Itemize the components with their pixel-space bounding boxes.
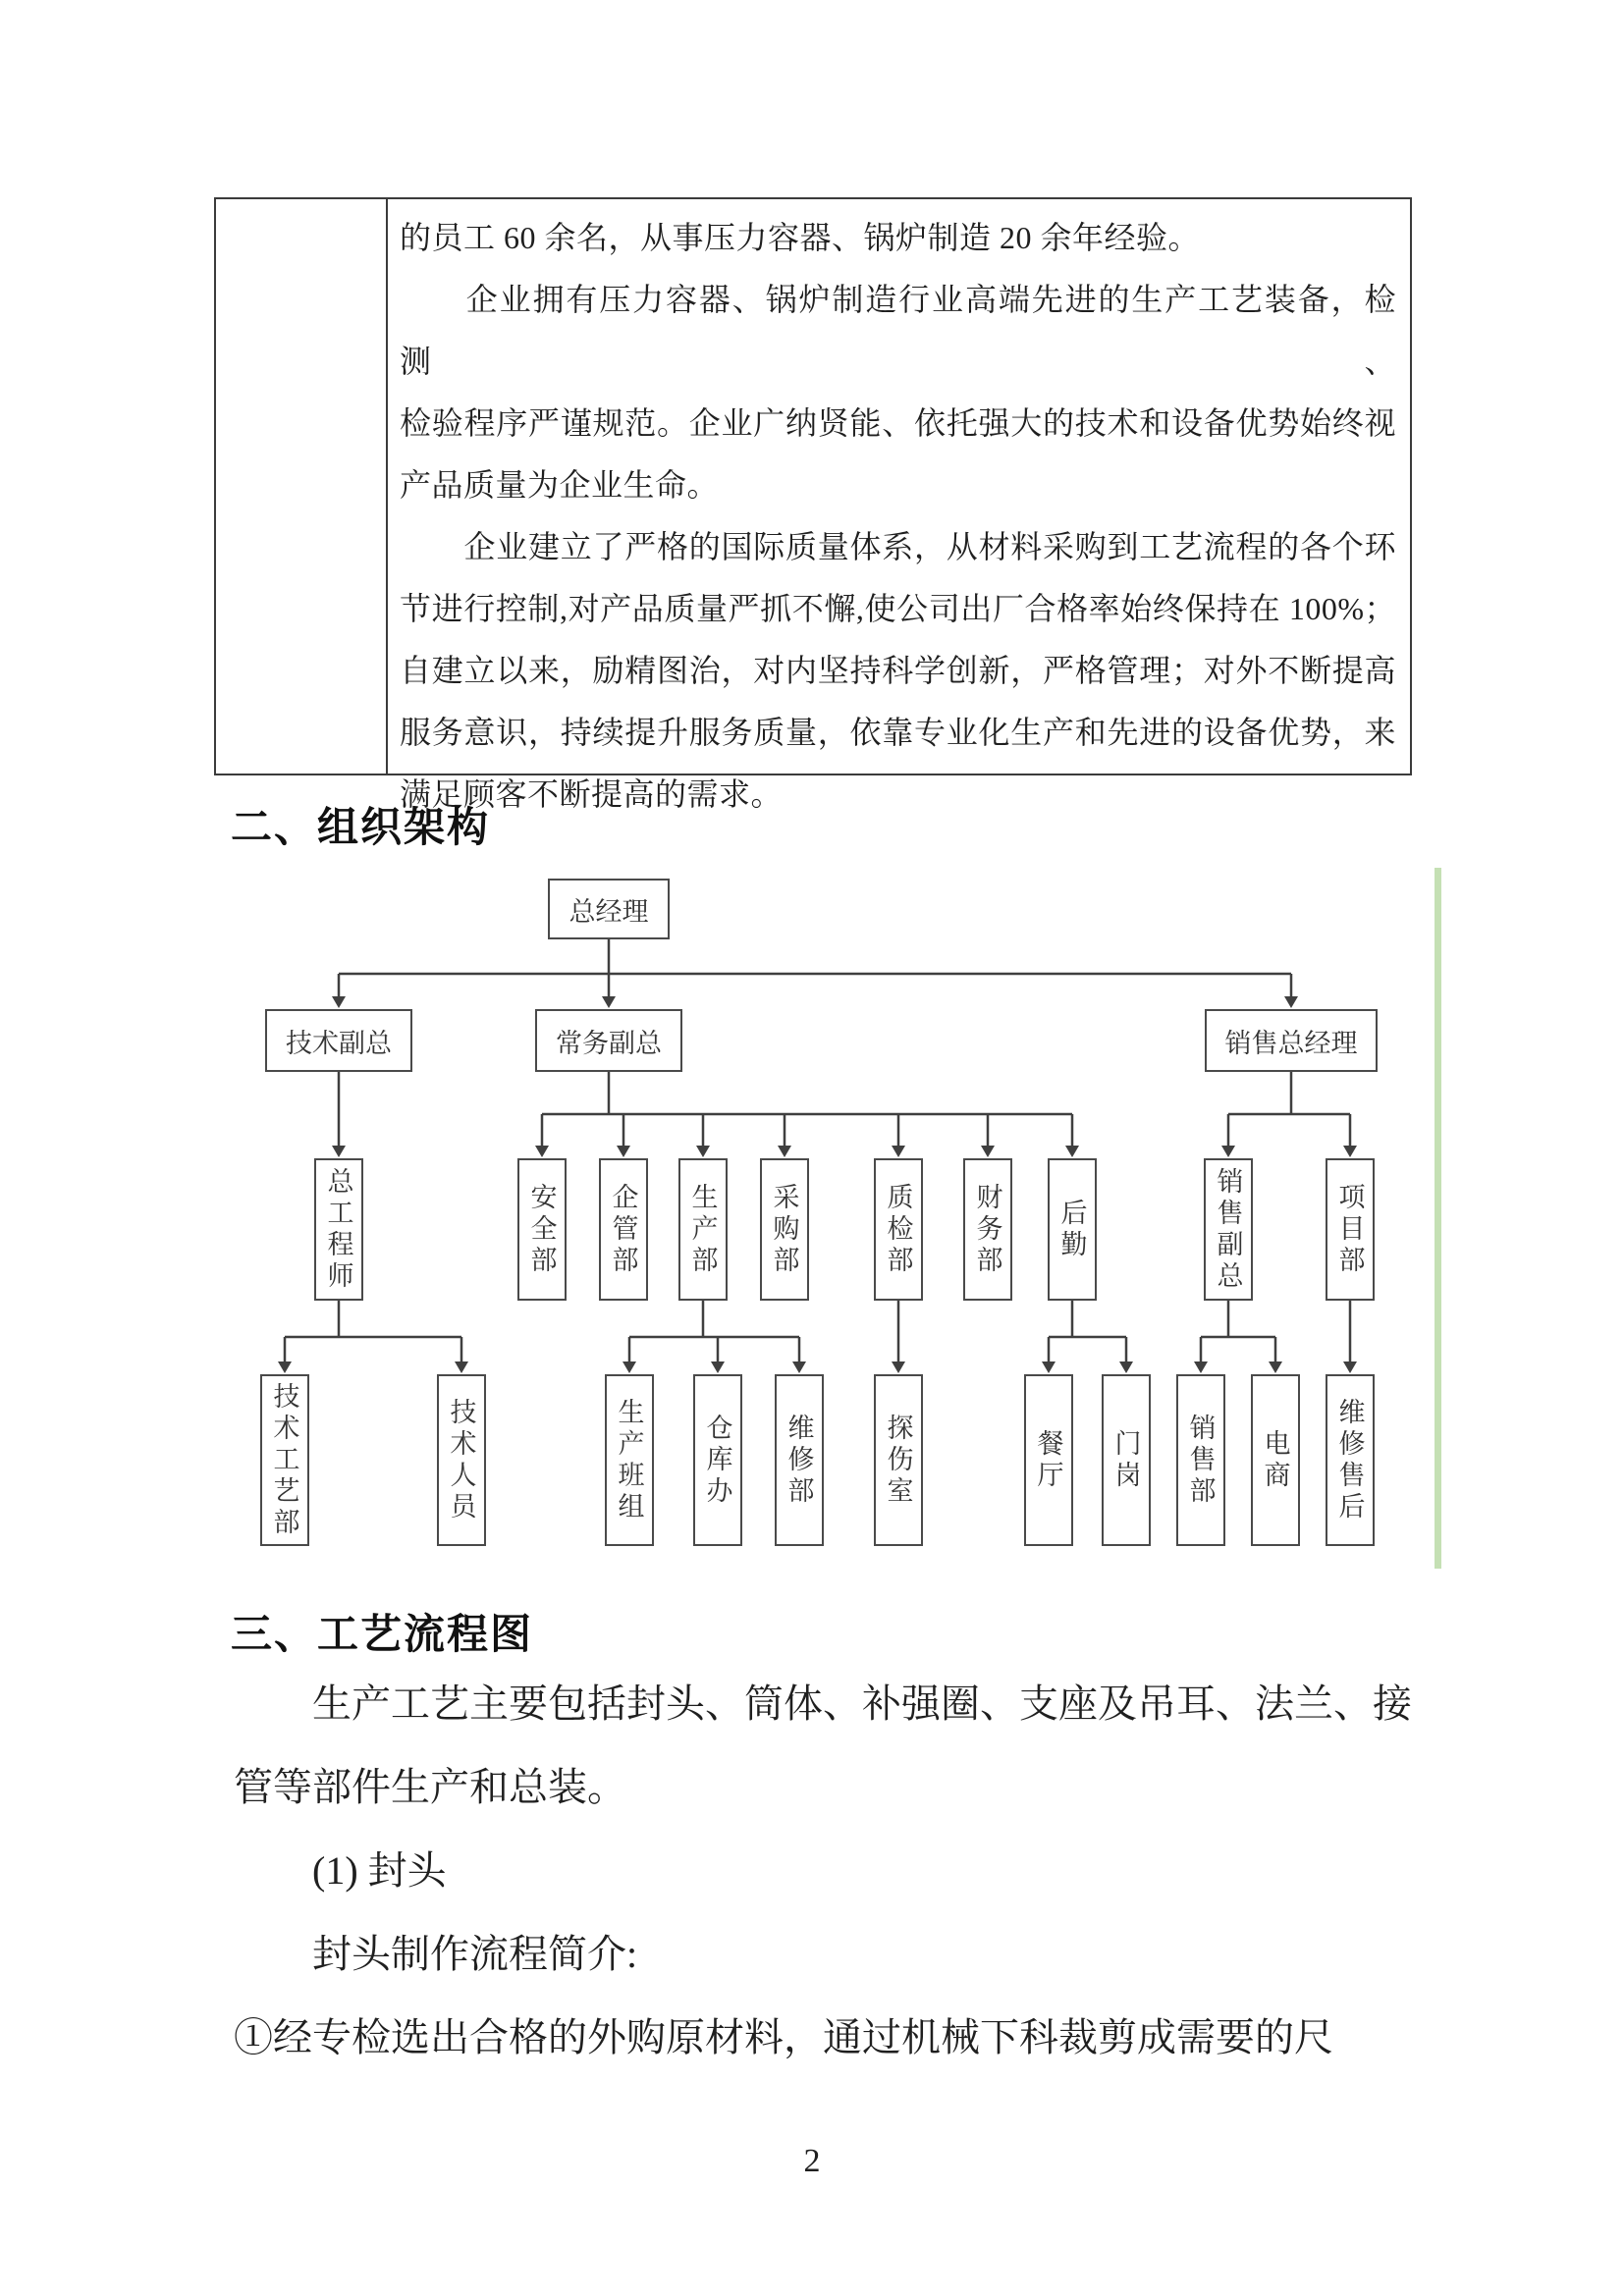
table-left-cell (216, 199, 388, 774)
process-intro-text (234, 1681, 1412, 2098)
org-node-tech-craft-dept: 技术工艺部 (260, 1374, 309, 1546)
table-text-line: 服务意识，持续提升服务质量，依靠专业化生产和先进的设备优势，来 (400, 715, 1396, 750)
org-node-sales-vice-president: 销售副总 (1204, 1158, 1253, 1301)
org-node-production-team: 生产班组 (605, 1374, 654, 1546)
table-text-line: 产品质量为企业生命。 (400, 467, 720, 503)
table-text-line: 满足顾客不断提高的需求。 (400, 776, 784, 812)
org-node-general-manager: 总经理 (548, 879, 670, 939)
org-node-flaw-detection-room: 探伤室 (874, 1374, 923, 1546)
org-node-gate-post: 门岗 (1102, 1374, 1151, 1546)
paragraph-line: 管等部件生产和总装。 (234, 1765, 626, 1809)
org-node-after-sales-maintenance: 维修售后 (1326, 1374, 1375, 1546)
company-intro-table (214, 197, 1412, 812)
table-text-line: 节进行控制,对产品质量严抓不懈,使公司出厂合格率始终保持在 100%； (400, 591, 1396, 626)
paragraph-line: 封头制作流程简介: (312, 1932, 638, 1976)
org-node-sales-general-manager: 销售总经理 (1205, 1009, 1378, 1072)
org-node-safety-dept: 安全部 (517, 1158, 567, 1301)
org-node-quality-inspection-dept: 质检部 (874, 1158, 923, 1301)
org-node-executive-vice-president: 常务副总 (535, 1009, 682, 1072)
org-node-tech-vice-president: 技术副总 (265, 1009, 412, 1072)
org-node-logistics: 后勤 (1048, 1158, 1097, 1301)
org-node-chief-engineer: 总工程师 (314, 1158, 363, 1301)
org-chart (216, 864, 1414, 1551)
paragraph-line: (1) 封头 (312, 1848, 447, 1893)
table-right-cell (388, 199, 1410, 812)
org-node-enterprise-mgmt-dept: 企管部 (599, 1158, 648, 1301)
org-node-canteen: 餐厅 (1024, 1374, 1073, 1546)
table-text-line: 的员工 60 余名，从事压力容器、锅炉制造 20 余年经验。 (400, 220, 1201, 255)
green-accent-line (1435, 868, 1441, 1569)
org-node-production-dept: 生产部 (678, 1158, 728, 1301)
table-text-line: 企业建立了严格的国际质量体系，从材料采购到工艺流程的各个环 (400, 529, 1396, 564)
section-heading-process-flow: 三、工艺流程图 (231, 1611, 534, 1657)
page-number: 2 (803, 2143, 821, 2179)
paragraph-line: ①经专检选出合格的外购原材料，通过机械下科裁剪成需要的尺 (234, 2015, 1333, 2059)
table-text-line: 检验程序严谨规范。企业广纳贤能、依托强大的技术和设备优势始终视 (400, 405, 1396, 441)
org-node-sales-dept: 销售部 (1176, 1374, 1225, 1546)
org-node-maintenance-dept: 维修部 (775, 1374, 824, 1546)
table-text-line: 企业拥有压力容器、锅炉制造行业高端先进的生产工艺装备，检测、 (400, 282, 1396, 379)
paragraph-line: 生产工艺主要包括封头、筒体、补强圈、支座及吊耳、法兰、接 (312, 1682, 1412, 1726)
org-node-warehouse-office: 仓库办 (693, 1374, 742, 1546)
org-node-finance-dept: 财务部 (963, 1158, 1012, 1301)
section-heading-organization: 二、组织架构 (231, 804, 491, 850)
org-node-project-dept: 项目部 (1326, 1158, 1375, 1301)
table-text-line: 自建立以来，励精图治，对内坚持科学创新，严格管理；对外不断提高 (400, 653, 1396, 688)
org-node-purchasing-dept: 采购部 (760, 1158, 809, 1301)
org-node-e-commerce: 电商 (1251, 1374, 1300, 1546)
org-node-tech-staff: 技术人员 (437, 1374, 486, 1546)
